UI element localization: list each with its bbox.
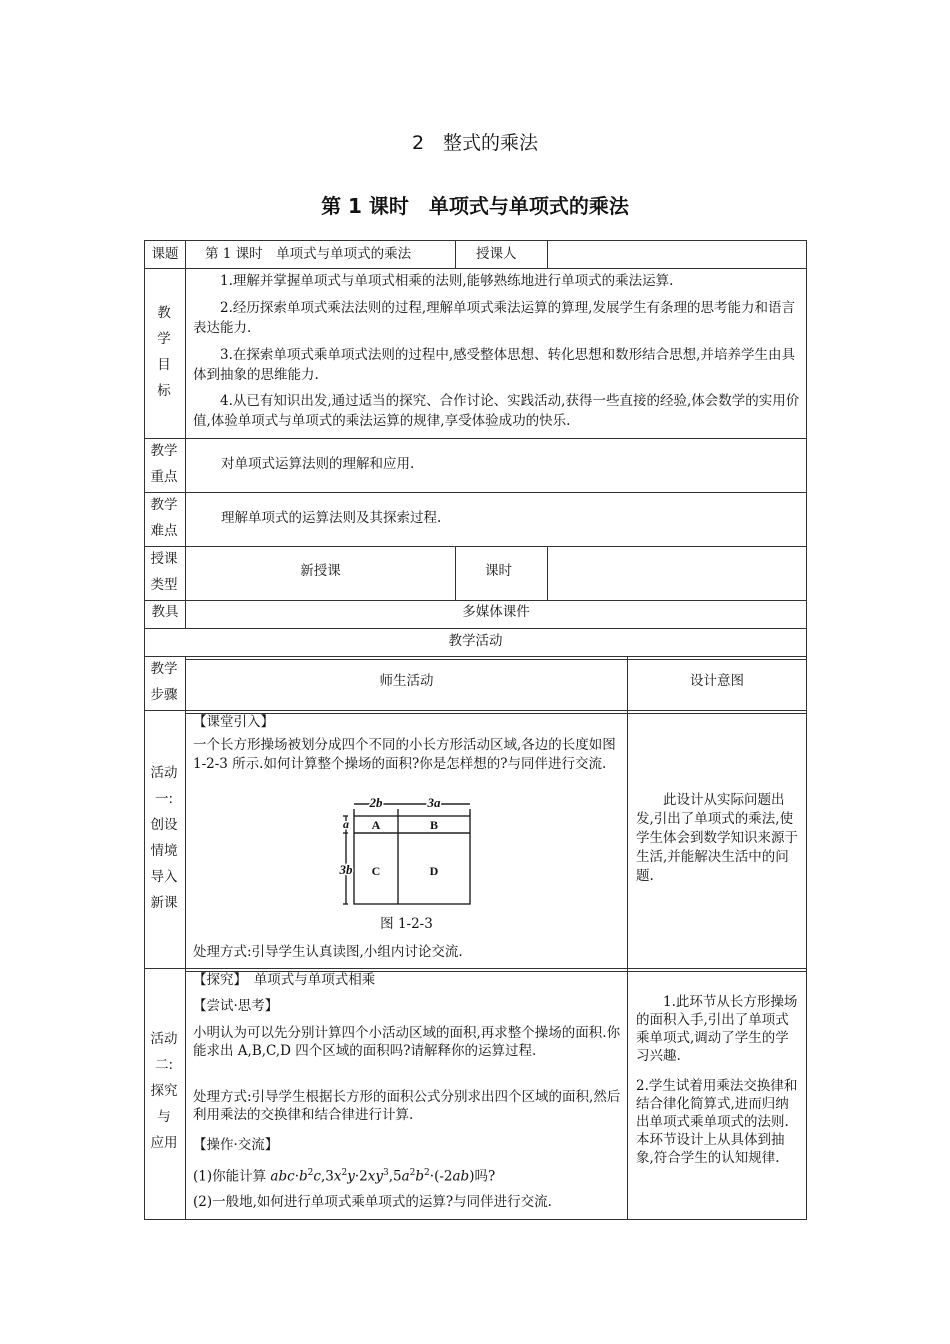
activity2-sub1: 【尝试·思考】 (193, 998, 279, 1014)
activity1-heading: 【课堂引入】 (193, 714, 274, 730)
activity2-q2: (2)一般地,如何进行单项式乘单项式的运算?与同伴进行交流. (193, 1194, 552, 1210)
activity2-design2: 2.学生试着用乘法交换律和结合律化简算式,进而归纳出单项式乘单项式的法则.本环节设计上从具体到抽象,符合学生的认知规律. (636, 1078, 798, 1166)
objective-1: 1.理解并掌握单项式与单项式相乘的法则,能够熟练地进行单项式的乘法运算. (220, 273, 674, 289)
figure-1-2-3 (336, 796, 476, 911)
tools-label: 教具 (151, 604, 179, 620)
col-activity-header: 师生活动 (379, 673, 434, 689)
activity2-text1: 小明认为可以先分别计算四个小活动区域的面积,再求整个操场的面积.你能求出 A,B,C,D 四个区域的面积吗?请解释你的运算过程. (193, 1025, 621, 1059)
period-label: 课时 (485, 563, 512, 579)
activity1-label: 活动 一: 创设 情境 导入 新课 (150, 765, 178, 911)
cell-B: B (429, 818, 439, 832)
difficulty-value: 理解单项式的运算法则及其探索过程. (221, 510, 442, 526)
teacher-label: 授课人 (476, 246, 517, 262)
col-design-header: 设计意图 (690, 673, 744, 689)
cell-D: D (429, 864, 439, 878)
cell-A: A (371, 818, 381, 832)
objectives-label: 教 学 目 标 (157, 305, 171, 399)
activity2-label: 活动 二: 探究 与 应用 (150, 1031, 178, 1151)
activity2-q1: (1)你能计算 $abc\cdot b^2c,3x^2y\cdot 2xy^3,5a^2b^2\cdot(-2ab)$吗? (193, 1168, 496, 1185)
label-2b: 2b (369, 796, 383, 810)
key-label: 教学 重点 (150, 443, 178, 485)
activity1-method: 处理方式:引导学生认真读图,小组内讨论交流. (193, 944, 463, 960)
label-3b: 3b (339, 862, 353, 877)
cell-C: C (371, 864, 381, 878)
activity2-design1: 1.此环节从长方形操场的面积入手,引出了单项式乘单项式,调动了学生的学习兴趣. (636, 994, 798, 1064)
activity1-text: 一个长方形操场被划分成四个不同的小长方形活动区域,各边的长度如图 1-2-3 所示.如何计算整个操场的面积?你是怎样想的?与同伴进行交流. (193, 737, 616, 772)
label-a: a (343, 817, 349, 831)
topic-value: 第 1 课时 单项式与单项式的乘法 (205, 246, 412, 262)
difficulty-label: 教学 难点 (150, 497, 178, 539)
objective-3: 3.在探索单项式乘单项式法则的过程中,感受整体思想、转化思想和数形结合思想,并培养学生由具体到抽象的思维能力. (193, 347, 795, 383)
topic-label: 课题 (151, 246, 179, 262)
key-value: 对单项式运算法则的理解和应用. (221, 456, 415, 472)
activity2-sub2: 【操作·交流】 (193, 1137, 279, 1153)
objective-4: 4.从已有知识出发,通过适当的探究、合作讨论、实践活动,获得一些直接的经验,体会数学的实用价值,体验单项式与单项式的乘法运算的规律,享受体验成功的快乐. (193, 393, 800, 429)
type-value: 新授课 (300, 563, 341, 579)
type-label: 授课 类型 (150, 551, 178, 593)
figure-caption: 图 1-2-3 (380, 916, 433, 932)
objective-2: 2.经历探索单项式乘法法则的过程,理解单项式乘法运算的算理,发展学生有条理的思考能力和语言表达能力. (193, 300, 795, 336)
activity1-design: 此设计从实际问题出发,引出了单项式的乘法,使学生体会到数学知识来源于生活,并能解决生活中的问题. (636, 792, 798, 884)
lesson-title: 第 1 课时 单项式与单项式的乘法 (321, 194, 629, 218)
steps-label: 教学 步骤 (150, 661, 178, 703)
activity2-method: 处理方式:引导学生根据长方形的面积公式分别求出四个区域的面积,然后利用乘法的交换律和结合律进行计算. (193, 1089, 621, 1123)
label-3a: 3a (427, 796, 441, 810)
activities-header: 教学活动 (448, 633, 503, 649)
activity2-heading: 【探究】 单项式与单项式相乘 (193, 972, 376, 988)
section-title: 2 整式的乘法 (411, 132, 539, 154)
tools-value: 多媒体课件 (462, 604, 530, 620)
